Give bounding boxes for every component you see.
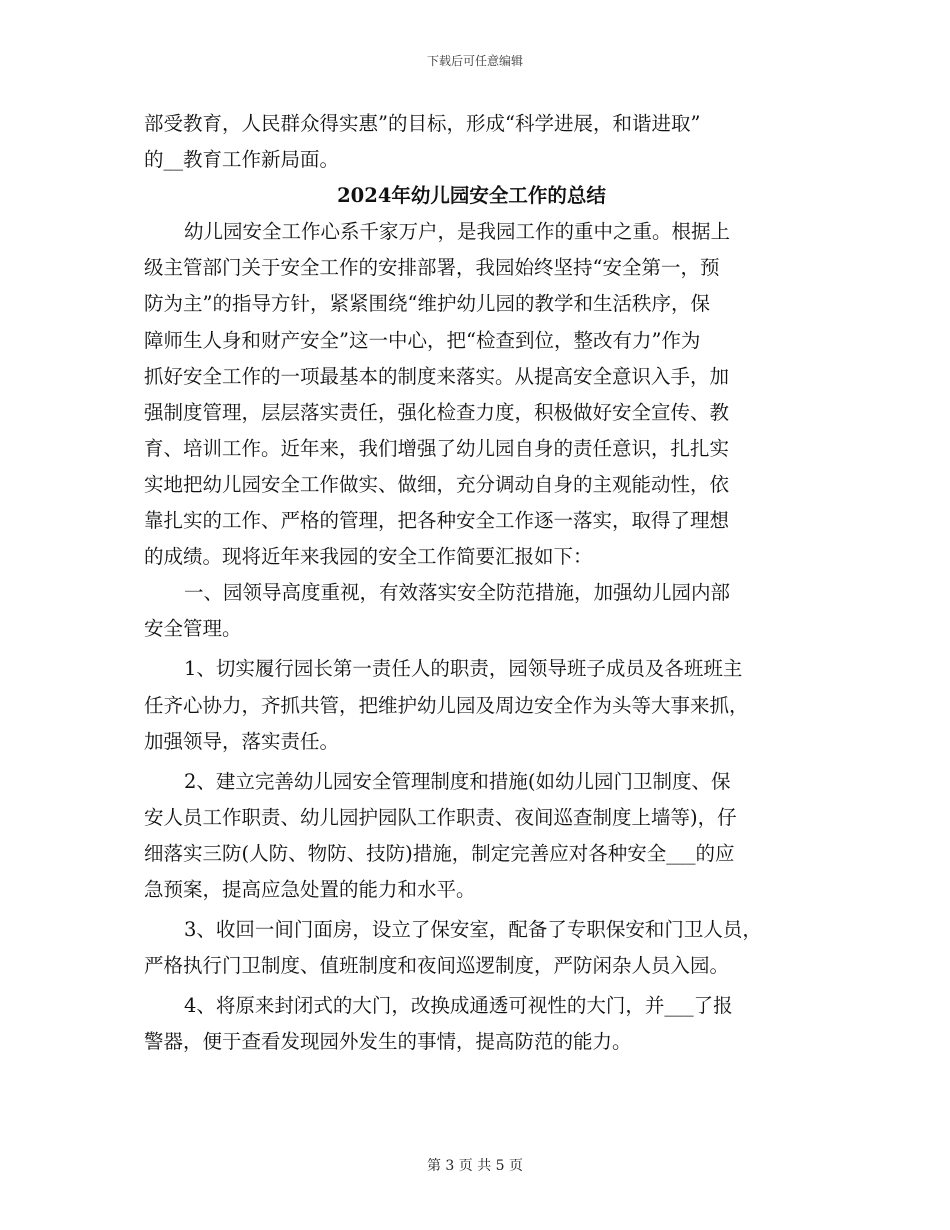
paragraph-line: 靠扎实的工作、严格的管理，把各种安全工作逐一落实，取得了理想 xyxy=(144,509,730,533)
section-line: 安全管理。 xyxy=(144,617,242,641)
item-line: 任齐心协力，齐抓共管，把维护幼儿园及周边安全作为头等大事来抓， xyxy=(144,693,749,717)
document-body xyxy=(144,106,809,1060)
paragraph-line: 防为主”的指导方针，紧紧围绕“维护幼儿园的教学和生活秩序，保 xyxy=(144,292,710,316)
item-line: 加强领导，落实责任。 xyxy=(144,729,340,753)
paragraph-line: 育、培训工作。近年来，我们增强了幼儿园自身的责任意识，扎扎实 xyxy=(144,436,730,460)
item-line: 警器，便于查看发现园外发生的事情，提高防范的能力。 xyxy=(144,1030,632,1054)
item-line: 安人员工作职责、幼儿园护园队工作职责、夜间巡查制度上墙等)，仔 xyxy=(144,805,737,829)
item-line: 4、将原来封闭式的大门，改换成通透可视性的大门，并___了报 xyxy=(184,994,733,1018)
intro-line: 的__教育工作新局面。 xyxy=(144,148,340,172)
intro-line: 部受教育，人民群众得实惠”的目标，形成“科学进展，和谐进取” xyxy=(144,112,701,135)
section-heading-1 xyxy=(144,575,809,647)
paragraph-line: 幼儿园安全工作心系千家万户，是我园工作的重中之重。根据上 xyxy=(184,220,731,244)
paragraph-line: 抓好安全工作的一项最基本的制度来落实。从提高安全意识入手，加 xyxy=(144,364,730,388)
list-item-1 xyxy=(144,651,809,759)
item-line: 1、切实履行园长第一责任人的职责，园领导班子成员及各班班主 xyxy=(184,657,743,681)
list-item-4 xyxy=(144,988,809,1060)
paragraph-line: 强制度管理，层层落实责任，强化检查力度，积极做好安全宣传、教 xyxy=(144,400,730,424)
list-item-3 xyxy=(144,912,809,984)
paragraph-line: 的成绩。现将近年来我园的安全工作简要汇报如下： xyxy=(144,545,593,569)
item-line: 3、收回一间门面房，设立了保安室，配备了专职保安和门卫人员， xyxy=(184,918,762,942)
item-line: 急预案，提高应急处置的能力和水平。 xyxy=(144,877,476,901)
page-number: 第 3 页 共 5 页 xyxy=(426,1158,524,1174)
section-line: 一、园领导高度重视，有效落实安全防范措施，加强幼儿园内部 xyxy=(184,581,731,605)
item-line: 严格执行门卫制度、值班制度和夜间巡逻制度，严防闲杂人员入园。 xyxy=(144,954,730,978)
paragraph-line: 障师生人身和财产安全”这一中心，把“检查到位，整改有力”作为 xyxy=(144,328,701,352)
paragraph-line: 实地把幼儿园安全工作做实、做细，充分调动自身的主观能动性，依 xyxy=(144,472,730,496)
paragraph-line: 级主管部门关于安全工作的安排部署，我园始终坚持“安全第一，预 xyxy=(144,256,720,280)
item-line: 细落实三防(人防、物防、技防)措施，制定完善应对各种安全___的应 xyxy=(144,841,735,865)
document-title: 2024年幼儿园安全工作的总结 xyxy=(337,184,606,208)
paragraph-intro xyxy=(144,214,809,575)
item-line: 2、建立完善幼儿园安全管理制度和措施(如幼儿园门卫制度、保 xyxy=(184,769,731,793)
page-header: 下载后可任意编辑 xyxy=(426,54,523,68)
list-item-2 xyxy=(144,764,809,908)
